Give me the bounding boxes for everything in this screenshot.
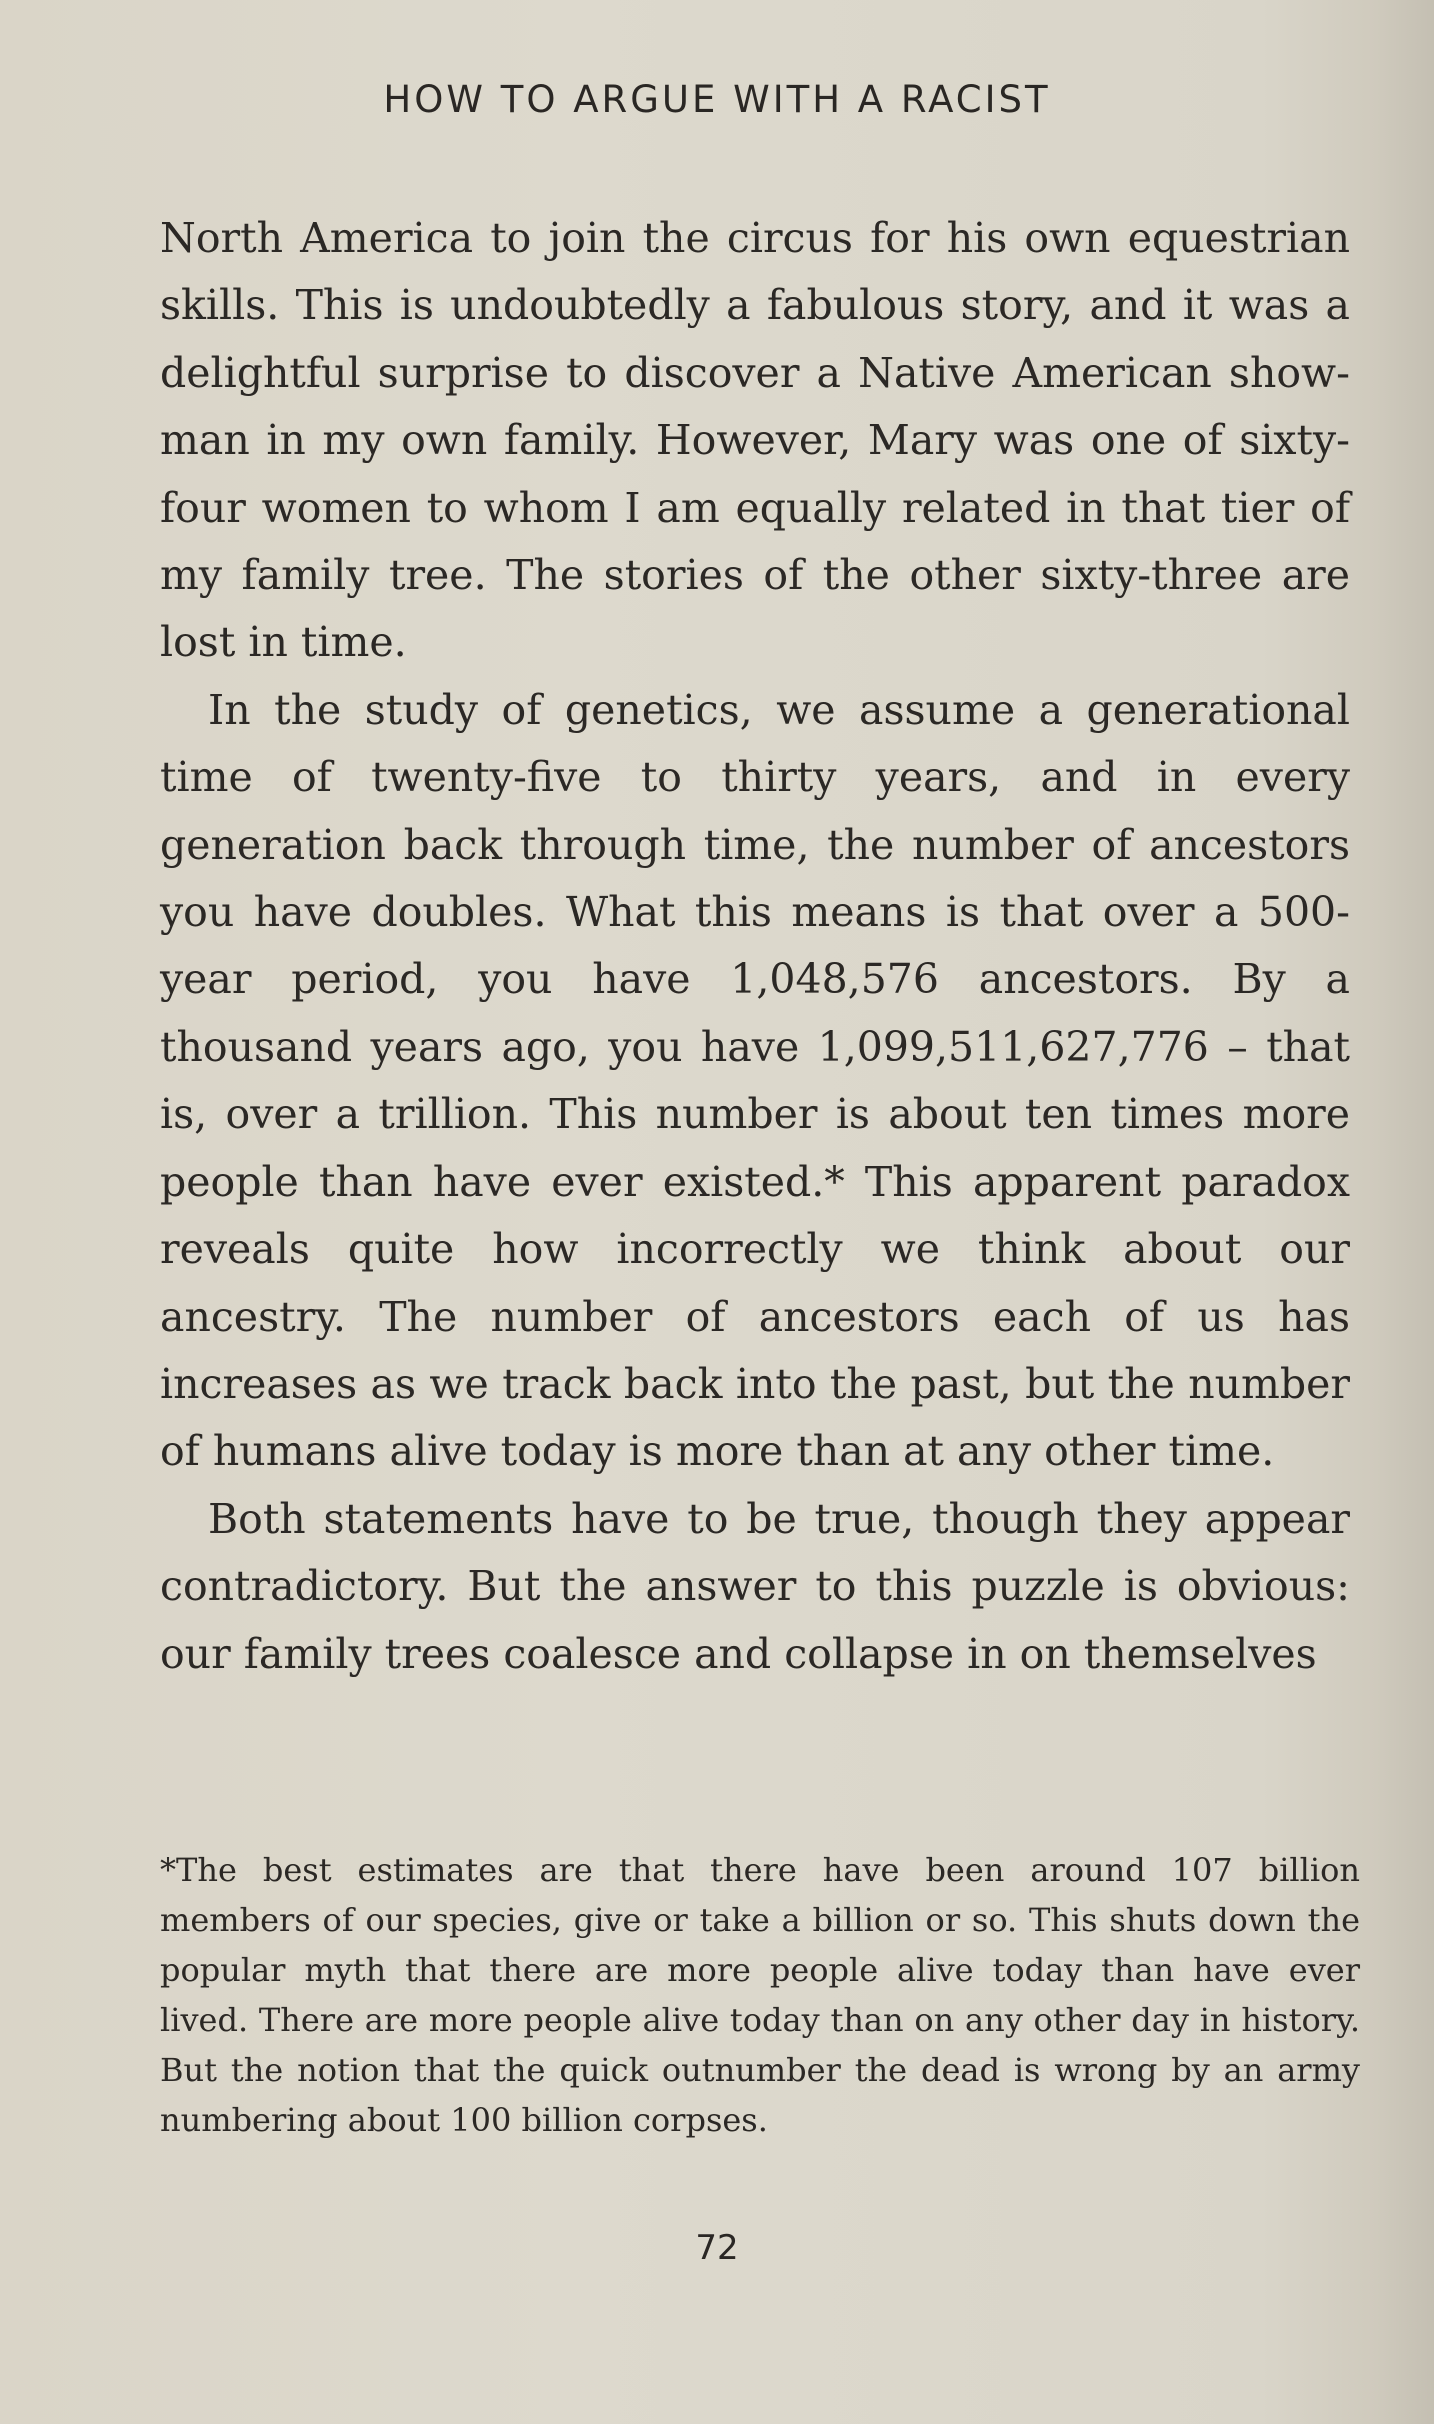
paragraph-contradiction: Both statements have to be true, though they appear contradictory. But the answer to this puzzle is obvious: our family trees coalesce and collapse in on themselves <box>160 1494 1350 1678</box>
running-head: HOW TO ARGUE WITH A RACIST <box>383 78 1051 121</box>
body-text <box>160 205 1350 1688</box>
paragraph-genetics: In the study of genetics, we assume a generational time of twenty-five to thirty years, and in every generation back through time, the number of ancestors you have doubles. What this means is that over a 500-year period, you have 1,048,576 ancestors. By a thousand years ago, you have 1,099,511,627,776 – that is, over a trillion. This number is about ten times more people than have ever existed.* This apparent paradox reveals quite how incorrectly we think about our ancestry. The number of ancestors each of us has increases as we track back into the past, but the number of humans alive today is more than at any other time. <box>160 685 1350 1476</box>
footnote: *The best estimates are that there have been around 107 billion members of our species, give or take a billion or so. This shuts down the popular myth that there are more people alive today than have ever lived. There are more people alive today than on any other day in history. But the notion that the quick outnumber the dead is wrong by an army numbering about 100 billion corpses. <box>160 1851 1360 2139</box>
page-number: 72 <box>695 2228 739 2268</box>
paragraph-continued: North America to join the circus for his own equestrian skills. This is undoubtedly a fabulous story, and it was a delightful surprise to discover a Native American showman in my own family. However, Mary was one of sixtyfour women to whom I am equally related in that tier of my family tree. The stories of the other sixty-three are lost in time. <box>160 214 1350 667</box>
